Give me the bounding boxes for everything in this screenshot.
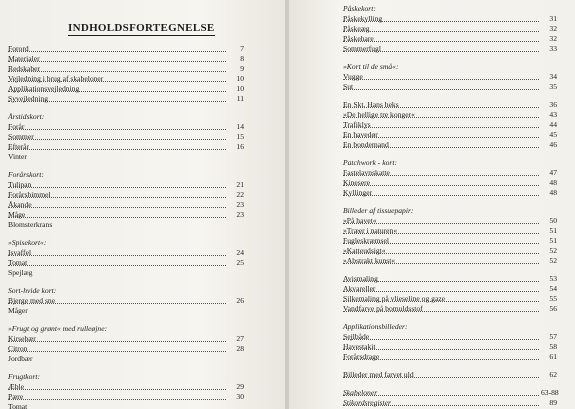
entry-label: Applikationsvejledning bbox=[8, 84, 80, 93]
entry-page-number: 26 bbox=[236, 296, 244, 305]
toc-entry bbox=[343, 274, 557, 284]
entry-label: Forårsdrage bbox=[343, 352, 380, 361]
entry-page-number: 52 bbox=[549, 246, 557, 255]
toc-section bbox=[8, 170, 244, 230]
entry-page-number: 48 bbox=[549, 178, 557, 187]
entry-page-number: 10 bbox=[236, 74, 244, 83]
entry-label: Æble bbox=[8, 382, 25, 391]
entry-label: Materialer bbox=[8, 54, 40, 63]
dot-leader bbox=[343, 339, 539, 340]
dot-leader bbox=[8, 351, 226, 352]
toc-entry bbox=[8, 54, 244, 64]
entry-page-number: 51 bbox=[549, 236, 557, 245]
toc-entry bbox=[343, 370, 557, 380]
entry-label: Sejlbåde bbox=[343, 332, 370, 341]
toc-entry bbox=[343, 14, 557, 24]
toc-entry bbox=[8, 248, 244, 258]
section-heading: Patchwork - kort: bbox=[343, 158, 397, 167]
entry-label: Trafiklys bbox=[343, 120, 371, 129]
toc-entry bbox=[343, 236, 557, 246]
dot-leader bbox=[8, 129, 226, 130]
section-heading: Påskekort: bbox=[343, 4, 376, 13]
entry-label: Fugleskræmsel bbox=[343, 236, 389, 245]
toc-entry bbox=[8, 152, 244, 162]
toc-entry bbox=[343, 110, 557, 120]
toc-entry bbox=[343, 398, 557, 408]
toc-entry bbox=[8, 354, 244, 364]
toc-entry bbox=[8, 296, 244, 306]
toc-section bbox=[8, 44, 244, 104]
toc-section bbox=[343, 322, 557, 362]
left-toc-column bbox=[8, 44, 244, 409]
toc-section bbox=[343, 62, 557, 92]
dot-leader bbox=[343, 31, 539, 32]
entry-page-number: 57 bbox=[549, 332, 557, 341]
section-heading: Sort-hvide kort: bbox=[8, 286, 57, 295]
entry-label: Forårshimmel bbox=[8, 190, 51, 199]
entry-label: Måger bbox=[8, 306, 28, 315]
toc-entry bbox=[8, 392, 244, 402]
entry-label: Skabeloner bbox=[343, 388, 378, 397]
section-heading: »Frugt og grønt« med rulleøjne: bbox=[8, 324, 108, 333]
entry-label: Påskehare bbox=[343, 34, 374, 43]
entry-page-number: 55 bbox=[549, 294, 557, 303]
toc-entry bbox=[8, 402, 244, 409]
entry-label: »Katteudsigt« bbox=[343, 246, 386, 255]
toc-entry bbox=[8, 84, 244, 94]
entry-page-number: 10 bbox=[236, 84, 244, 93]
toc-entry bbox=[8, 64, 244, 74]
toc-entry bbox=[343, 216, 557, 226]
entry-page-number: 61 bbox=[549, 352, 557, 361]
toc-section bbox=[343, 100, 557, 150]
toc-entry bbox=[8, 190, 244, 200]
dot-leader bbox=[343, 79, 539, 80]
toc-entry bbox=[8, 268, 244, 278]
entry-label: Tulipan bbox=[8, 180, 32, 189]
toc-section bbox=[8, 324, 244, 364]
dot-leader bbox=[8, 255, 226, 256]
toc-entry bbox=[343, 72, 557, 82]
entry-page-number: 50 bbox=[549, 216, 557, 225]
entry-label: Vugge bbox=[343, 72, 363, 81]
entry-label: Tomat bbox=[8, 402, 28, 409]
dot-leader bbox=[8, 265, 226, 266]
entry-page-number: 23 bbox=[236, 200, 244, 209]
entry-page-number: 24 bbox=[236, 248, 244, 257]
entry-page-number: 11 bbox=[236, 94, 244, 103]
toc-entry bbox=[343, 226, 557, 236]
entry-page-number: 30 bbox=[236, 392, 244, 401]
toc-entry bbox=[343, 178, 557, 188]
entry-label: Kyllinger bbox=[343, 188, 373, 197]
entry-label: Kinesere bbox=[343, 178, 370, 187]
entry-page-number: 54 bbox=[549, 284, 557, 293]
entry-label: Påskeæg bbox=[343, 24, 370, 33]
toc-entry bbox=[8, 132, 244, 142]
entry-label: Syvejledning bbox=[8, 94, 49, 103]
entry-page-number: 23 bbox=[236, 210, 244, 219]
toc-entry bbox=[343, 256, 557, 266]
entry-page-number: 56 bbox=[549, 304, 557, 313]
left-page bbox=[0, 0, 287, 409]
toc-entry bbox=[343, 284, 557, 294]
toc-entry bbox=[343, 352, 557, 362]
entry-page-number: 45 bbox=[549, 130, 557, 139]
toc-entry bbox=[343, 82, 557, 92]
entry-page-number: 32 bbox=[549, 34, 557, 43]
toc-entry bbox=[343, 168, 557, 178]
entry-page-number: 52 bbox=[549, 256, 557, 265]
entry-page-number: 21 bbox=[236, 180, 244, 189]
entry-label: Billeder med farvet uld bbox=[343, 370, 414, 379]
entry-page-number: 63-88 bbox=[541, 388, 559, 397]
entry-label: Vandfarve på bomuldsstof bbox=[343, 304, 423, 313]
entry-page-number: 25 bbox=[236, 258, 244, 267]
entry-label: Forord bbox=[8, 44, 29, 53]
dot-leader bbox=[8, 207, 226, 208]
entry-label: Havestakit bbox=[343, 342, 376, 351]
toc-entry bbox=[343, 342, 557, 352]
entry-page-number: 58 bbox=[549, 342, 557, 351]
entry-page-number: 89 bbox=[549, 398, 557, 407]
entry-label: Jordbær bbox=[8, 354, 33, 363]
entry-label: Spejlæg bbox=[8, 268, 33, 277]
entry-page-number: 46 bbox=[549, 140, 557, 149]
entry-page-number: 31 bbox=[549, 14, 557, 23]
right-page bbox=[287, 0, 575, 409]
toc-title: INDHOLDSFORTEGNELSE bbox=[68, 22, 215, 34]
entry-label: Vinter bbox=[8, 152, 27, 161]
dot-leader bbox=[8, 399, 226, 400]
dot-leader bbox=[8, 341, 226, 342]
toc-entry bbox=[343, 140, 557, 150]
dot-leader bbox=[8, 217, 226, 218]
entry-label: »Abstrakt kunst« bbox=[343, 256, 396, 265]
entry-label: »På havet« bbox=[343, 216, 377, 225]
toc-entry bbox=[8, 200, 244, 210]
toc-entry bbox=[8, 382, 244, 392]
toc-entry bbox=[343, 120, 557, 130]
entry-page-number: 47 bbox=[549, 168, 557, 177]
dot-leader bbox=[8, 389, 226, 390]
entry-label: Avismaling bbox=[343, 274, 378, 283]
entry-label: Sommer bbox=[8, 132, 34, 141]
entry-label: En havedør bbox=[343, 130, 378, 139]
toc-entry bbox=[343, 332, 557, 342]
entry-page-number: 9 bbox=[240, 64, 244, 73]
dot-leader bbox=[8, 51, 226, 52]
dot-leader bbox=[343, 89, 539, 90]
toc-entry bbox=[8, 180, 244, 190]
toc-entry bbox=[8, 334, 244, 344]
entry-label: Isvaffel bbox=[8, 248, 32, 257]
entry-label: En bondemand bbox=[343, 140, 389, 149]
section-heading: Årstidskort: bbox=[8, 112, 45, 121]
toc-entry bbox=[343, 24, 557, 34]
entry-page-number: 35 bbox=[549, 82, 557, 91]
toc-entry bbox=[343, 246, 557, 256]
toc-entry bbox=[343, 34, 557, 44]
dot-leader bbox=[8, 139, 226, 140]
entry-page-number: 36 bbox=[549, 100, 557, 109]
entry-page-number: 15 bbox=[236, 132, 244, 141]
toc-entry bbox=[343, 130, 557, 140]
entry-label: Stikordsregister bbox=[343, 398, 391, 407]
toc-entry bbox=[8, 220, 244, 230]
entry-page-number: 53 bbox=[549, 274, 557, 283]
entry-label: »De hellige tre konger« bbox=[343, 110, 415, 119]
toc-entry bbox=[8, 344, 244, 354]
entry-label: Sommerfugl bbox=[343, 44, 381, 53]
entry-page-number: 8 bbox=[240, 54, 244, 63]
entry-page-number: 27 bbox=[236, 334, 244, 343]
toc-entry bbox=[8, 122, 244, 132]
entry-label: Fastelavnskatte bbox=[343, 168, 390, 177]
toc-section bbox=[343, 388, 557, 408]
entry-label: Tomat bbox=[8, 258, 28, 267]
entry-page-number: 32 bbox=[549, 24, 557, 33]
section-heading: Forårskort: bbox=[8, 170, 44, 179]
toc-section bbox=[343, 4, 557, 54]
entry-label: Sut bbox=[343, 82, 354, 91]
entry-label: Vejledning i brug af skabeloner bbox=[8, 74, 104, 83]
dot-leader bbox=[343, 185, 539, 186]
entry-label: Påskekylling bbox=[343, 14, 383, 23]
entry-page-number: 51 bbox=[549, 226, 557, 235]
toc-entry bbox=[343, 294, 557, 304]
toc-section bbox=[343, 370, 557, 380]
toc-entry bbox=[343, 100, 557, 110]
toc-section bbox=[343, 206, 557, 266]
entry-label: Efterår bbox=[8, 142, 30, 151]
toc-section bbox=[343, 274, 557, 314]
entry-page-number: 22 bbox=[236, 190, 244, 199]
toc-entry bbox=[8, 210, 244, 220]
entry-label: Redskaber bbox=[8, 64, 41, 73]
toc-entry bbox=[8, 258, 244, 268]
entry-label: Akvareller bbox=[343, 284, 376, 293]
dot-leader bbox=[8, 187, 226, 188]
right-toc-column bbox=[343, 4, 557, 408]
entry-label: Citron bbox=[8, 344, 28, 353]
toc-section bbox=[8, 372, 244, 409]
entry-label: Forår bbox=[8, 122, 25, 131]
section-heading: »Spisekort«: bbox=[8, 238, 47, 247]
entry-label: Silkemaling på vlieseline og gaze bbox=[343, 294, 446, 303]
entry-page-number: 34 bbox=[549, 72, 557, 81]
toc-entry bbox=[8, 74, 244, 84]
toc-entry bbox=[8, 142, 244, 152]
entry-page-number: 28 bbox=[236, 344, 244, 353]
entry-page-number: 7 bbox=[240, 44, 244, 53]
entry-label: Bjerge med sne bbox=[8, 296, 56, 305]
entry-page-number: 43 bbox=[549, 110, 557, 119]
entry-page-number: 44 bbox=[549, 120, 557, 129]
section-heading: »Kort til de små«: bbox=[343, 62, 399, 71]
entry-label: Måge bbox=[8, 210, 26, 219]
toc-section bbox=[8, 286, 244, 316]
entry-page-number: 33 bbox=[549, 44, 557, 53]
toc-entry bbox=[343, 304, 557, 314]
toc-entry bbox=[343, 44, 557, 54]
toc-entry bbox=[8, 94, 244, 104]
entry-label: Kirsebær bbox=[8, 334, 36, 343]
toc-section bbox=[8, 238, 244, 278]
entry-label: En Skt. Hans heks bbox=[343, 100, 399, 109]
entry-page-number: 48 bbox=[549, 188, 557, 197]
toc-entry bbox=[343, 188, 557, 198]
entry-label: »Træer i naturen« bbox=[343, 226, 398, 235]
toc-entry bbox=[343, 388, 557, 398]
toc-entry bbox=[8, 306, 244, 316]
entry-page-number: 62 bbox=[549, 370, 557, 379]
toc-section bbox=[343, 158, 557, 198]
toc-section bbox=[8, 112, 244, 162]
entry-label: Åkande bbox=[8, 200, 32, 209]
section-heading: Frugtkort: bbox=[8, 372, 41, 381]
section-heading: Applikationsbilleder: bbox=[343, 322, 408, 331]
entry-page-number: 29 bbox=[236, 382, 244, 391]
toc-entry bbox=[8, 44, 244, 54]
entry-label: Pære bbox=[8, 392, 24, 401]
dot-leader bbox=[8, 149, 226, 150]
entry-page-number: 14 bbox=[236, 122, 244, 131]
entry-page-number: 16 bbox=[236, 142, 244, 151]
section-heading: Billeder af tissuepapir: bbox=[343, 206, 414, 215]
book-gutter bbox=[285, 0, 289, 409]
entry-label: Blomsterkrans bbox=[8, 220, 53, 229]
